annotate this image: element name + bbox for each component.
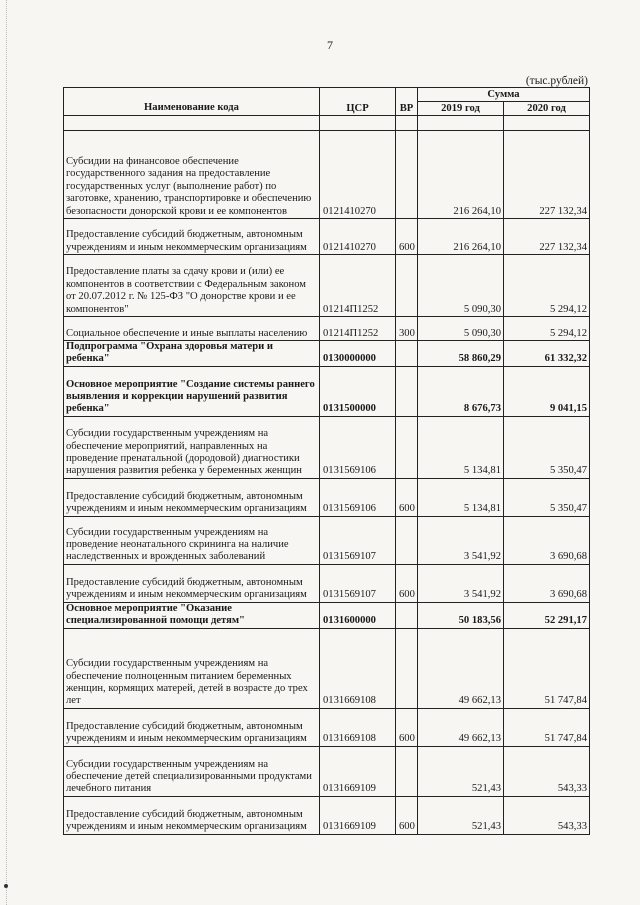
row-csr: 0131669108 bbox=[320, 628, 396, 708]
row-vr bbox=[396, 416, 418, 478]
table-row bbox=[64, 746, 590, 796]
row-vr bbox=[396, 255, 418, 317]
row-name: Предоставление субсидий бюджетным, автономным учреждениям и иным некоммерческим организациям bbox=[64, 564, 320, 602]
row-csr: 0131669109 bbox=[320, 796, 396, 834]
row-name: Подпрограмма "Охрана здоровья матери и ребенка" bbox=[64, 341, 320, 367]
row-vr: 600 bbox=[396, 478, 418, 516]
row-name: Предоставление субсидий бюджетным, автономным учреждениям и иным некоммерческим организациям bbox=[64, 478, 320, 516]
row-name: Предоставление субсидий бюджетным, автономным учреждениям и иным некоммерческим организациям bbox=[64, 219, 320, 255]
table-row bbox=[64, 628, 590, 708]
row-csr: 0131569107 bbox=[320, 564, 396, 602]
row-amount-2020: 5 294,12 bbox=[504, 317, 590, 341]
row-name: Основное мероприятие "Оказание специализированной помощи детям" bbox=[64, 602, 320, 628]
row-csr: 01214П1252 bbox=[320, 317, 396, 341]
row-amount-2020: 61 332,32 bbox=[504, 341, 590, 367]
table-row bbox=[64, 416, 590, 478]
row-name: Предоставление субсидий бюджетным, автономным учреждениям и иным некоммерческим организациям bbox=[64, 796, 320, 834]
row-amount-2020: 543,33 bbox=[504, 746, 590, 796]
table-row bbox=[64, 341, 590, 367]
header-sum: Сумма bbox=[418, 88, 590, 102]
table-row bbox=[64, 131, 590, 219]
row-amount-2020: 51 747,84 bbox=[504, 628, 590, 708]
row-amount-2019: 3 541,92 bbox=[418, 516, 504, 564]
row-csr: 0130000000 bbox=[320, 341, 396, 367]
table-row bbox=[64, 796, 590, 834]
page-edge-marks bbox=[6, 0, 9, 905]
row-amount-2020: 5 294,12 bbox=[504, 255, 590, 317]
row-amount-2020: 3 690,68 bbox=[504, 516, 590, 564]
row-name: Субсидии на финансовое обеспечение государственного задания на предоставление государственных услуг (выполнение работ) по заготовке, хранению, транспортировке и обеспечению безопасности донорской крови и ее компонентов bbox=[64, 131, 320, 219]
table-row bbox=[64, 708, 590, 746]
row-vr bbox=[396, 341, 418, 367]
row-name: Социальное обеспечение и иные выплаты населению bbox=[64, 317, 320, 341]
row-csr: 0131569106 bbox=[320, 478, 396, 516]
row-amount-2019: 58 860,29 bbox=[418, 341, 504, 367]
row-name: Субсидии государственным учреждениям на проведение неонатального скрининга на наличие наследственных и врожденных заболеваний bbox=[64, 516, 320, 564]
row-vr: 600 bbox=[396, 796, 418, 834]
row-amount-2020: 227 132,34 bbox=[504, 131, 590, 219]
row-name: Субсидии государственным учреждениям на обеспечение полноценным питанием беременных женщин, кормящих матерей, детей в возрасте до трех лет bbox=[64, 628, 320, 708]
row-amount-2020: 5 350,47 bbox=[504, 478, 590, 516]
row-name: Основное мероприятие "Создание системы раннего выявления и коррекции нарушений развития ребенка" bbox=[64, 366, 320, 416]
row-csr: 0121410270 bbox=[320, 131, 396, 219]
table-row bbox=[64, 516, 590, 564]
row-amount-2019: 5 090,30 bbox=[418, 317, 504, 341]
row-vr bbox=[396, 131, 418, 219]
row-csr: 01214П1252 bbox=[320, 255, 396, 317]
row-vr: 600 bbox=[396, 708, 418, 746]
row-name: Субсидии государственным учреждениям на обеспечение мероприятий, направленных на проведение пренатальной (дородовой) диагностики нарушения развития ребенка у беременных женщин bbox=[64, 416, 320, 478]
row-vr: 600 bbox=[396, 564, 418, 602]
row-amount-2019: 521,43 bbox=[418, 746, 504, 796]
table-row bbox=[64, 478, 590, 516]
table-row bbox=[64, 602, 590, 628]
row-csr: 0131669109 bbox=[320, 746, 396, 796]
row-amount-2020: 52 291,17 bbox=[504, 602, 590, 628]
row-amount-2020: 51 747,84 bbox=[504, 708, 590, 746]
edge-dot bbox=[4, 884, 8, 888]
header-2020: 2020 год bbox=[504, 102, 590, 116]
table-row bbox=[64, 219, 590, 255]
row-amount-2020: 3 690,68 bbox=[504, 564, 590, 602]
row-name: Субсидии государственным учреждениям на обеспечение детей специализированными продуктами лечебного питания bbox=[64, 746, 320, 796]
header-csr: ЦСР bbox=[320, 88, 396, 116]
row-amount-2019: 8 676,73 bbox=[418, 366, 504, 416]
table-body bbox=[64, 116, 590, 835]
header-2019: 2019 год bbox=[418, 102, 504, 116]
budget-table bbox=[63, 87, 590, 835]
row-amount-2020: 227 132,34 bbox=[504, 219, 590, 255]
row-name: Предоставление платы за сдачу крови и (или) ее компонентов в соответствии с Федеральным законом от 20.07.2012 г. № 125-ФЗ "О донорстве крови и ее компонентов" bbox=[64, 255, 320, 317]
row-name: Предоставление субсидий бюджетным, автономным учреждениям и иным некоммерческим организациям bbox=[64, 708, 320, 746]
row-amount-2020: 5 350,47 bbox=[504, 416, 590, 478]
row-csr: 0131569106 bbox=[320, 416, 396, 478]
row-vr: 600 bbox=[396, 219, 418, 255]
row-csr: 0131669108 bbox=[320, 708, 396, 746]
units-label: (тыс.рублей) bbox=[525, 75, 588, 87]
row-amount-2019: 3 541,92 bbox=[418, 564, 504, 602]
row-amount-2019: 216 264,10 bbox=[418, 131, 504, 219]
row-amount-2020: 9 041,15 bbox=[504, 366, 590, 416]
row-amount-2020: 543,33 bbox=[504, 796, 590, 834]
row-amount-2019: 216 264,10 bbox=[418, 219, 504, 255]
header-name: Наименование кода bbox=[64, 88, 320, 116]
table-row bbox=[64, 317, 590, 341]
row-amount-2019: 49 662,13 bbox=[418, 628, 504, 708]
row-amount-2019: 5 134,81 bbox=[418, 478, 504, 516]
page-number: 7 bbox=[327, 38, 333, 52]
row-amount-2019: 49 662,13 bbox=[418, 708, 504, 746]
row-vr bbox=[396, 746, 418, 796]
row-amount-2019: 50 183,56 bbox=[418, 602, 504, 628]
row-amount-2019: 5 090,30 bbox=[418, 255, 504, 317]
table-row bbox=[64, 255, 590, 317]
row-csr: 0131569107 bbox=[320, 516, 396, 564]
row-vr bbox=[396, 628, 418, 708]
row-vr bbox=[396, 602, 418, 628]
row-vr bbox=[396, 516, 418, 564]
row-amount-2019: 521,43 bbox=[418, 796, 504, 834]
row-csr: 0121410270 bbox=[320, 219, 396, 255]
row-csr: 0131500000 bbox=[320, 366, 396, 416]
table-row bbox=[64, 366, 590, 416]
row-amount-2019: 5 134,81 bbox=[418, 416, 504, 478]
spacer-row bbox=[64, 116, 590, 131]
table-row bbox=[64, 564, 590, 602]
header-vr: ВР bbox=[396, 88, 418, 116]
row-vr bbox=[396, 366, 418, 416]
row-vr: 300 bbox=[396, 317, 418, 341]
row-csr: 0131600000 bbox=[320, 602, 396, 628]
